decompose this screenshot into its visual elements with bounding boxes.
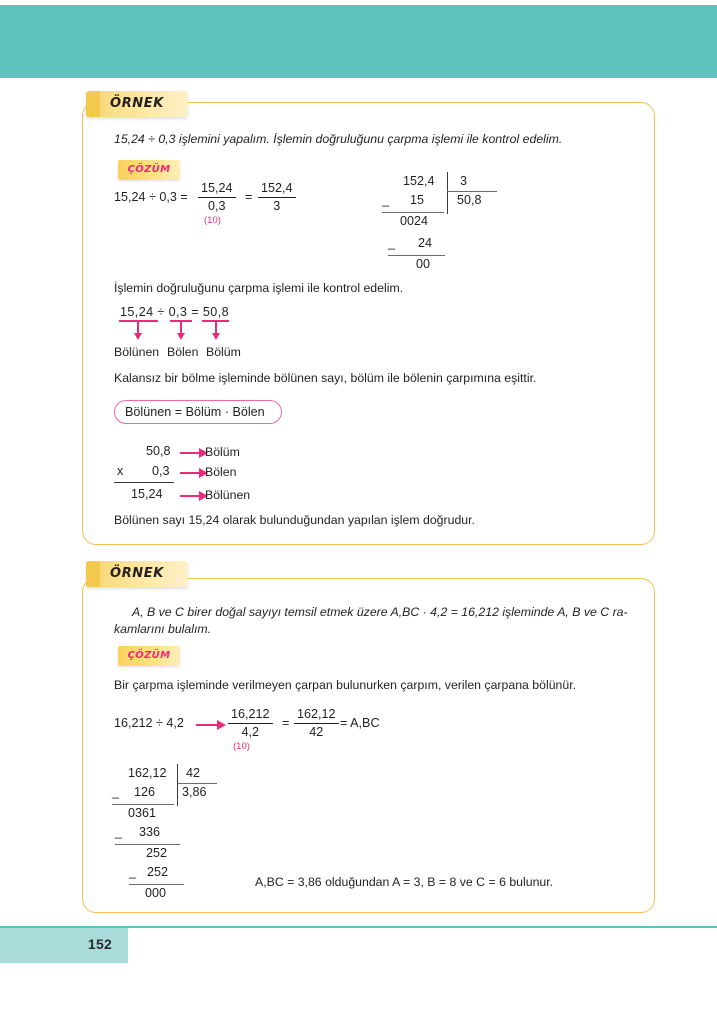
example2-equals-1: = bbox=[282, 716, 290, 730]
example1-check-text: İşlemin doğruluğunu çarpma işlemi ile kontrol edelim. bbox=[114, 281, 404, 295]
label-dividend: Bölünen bbox=[114, 345, 160, 359]
cozum-badge-2 bbox=[118, 646, 180, 666]
mult-product-label: Bölünen bbox=[205, 488, 251, 502]
arrow-down-dividend bbox=[137, 322, 139, 334]
example1-frac2-numerator: 152,4 bbox=[261, 181, 293, 195]
example2-conclusion: A,BC = 3,86 olduğundan A = 3, B = 8 ve C = 6 bulunur. bbox=[255, 875, 554, 889]
mult-product: 15,24 bbox=[131, 487, 163, 501]
example1-labelled-equation: 15,24 ÷ 0,3 = 50,8 bbox=[120, 305, 229, 319]
mult-operand-1: 50,8 bbox=[146, 444, 171, 458]
label-quotient: Bölüm bbox=[206, 345, 241, 359]
ornek-tab-1 bbox=[86, 91, 188, 117]
example1-conclusion: Bölünen sayı 15,24 olarak bulunduğundan yapılan işlem doğrudur. bbox=[114, 513, 475, 527]
cozum-label-2: ÇÖZÜM bbox=[127, 650, 171, 661]
mult-operand-2-label: Bölen bbox=[205, 465, 237, 479]
example2-fraction-2 bbox=[294, 707, 339, 740]
fraction-bar bbox=[228, 723, 273, 724]
ld1-step2: 0024 bbox=[400, 214, 429, 228]
example2-multiplier-note: (10) bbox=[233, 741, 250, 752]
example2-equals-2: = A,BC bbox=[340, 716, 380, 730]
ld2-divider-vertical bbox=[177, 764, 178, 806]
arrow-right-implies bbox=[196, 724, 218, 726]
ld2-step3: 336 bbox=[139, 825, 161, 839]
ld1-step1-minus: _ bbox=[382, 193, 390, 207]
ld2-divisor: 42 bbox=[186, 766, 201, 780]
example1-formula-text: Bölünen = Bölüm · Bölen bbox=[125, 405, 265, 419]
example1-long-division bbox=[382, 174, 505, 274]
fraction-bar bbox=[294, 723, 339, 724]
page-header-band bbox=[0, 5, 717, 78]
example2-question-line2: kamlarını bulalım. bbox=[114, 622, 212, 636]
mult-operator: x bbox=[117, 464, 124, 478]
ld1-divider-vertical bbox=[447, 172, 448, 214]
example2-intro: Bir çarpma işleminde verilmeyen çarpan bulunurken çarpım, verilen çarpana bölünür. bbox=[114, 678, 577, 692]
fraction-bar bbox=[198, 197, 236, 198]
example1-equals-sign: = bbox=[245, 190, 253, 204]
ornek-tab-label-1: ÖRNEK bbox=[110, 96, 164, 111]
ld2-step4: 252 bbox=[146, 846, 168, 860]
example1-frac1-numerator: 15,24 bbox=[201, 181, 233, 195]
ld1-dividend: 152,4 bbox=[403, 174, 435, 188]
mult-operand-2: 0,3 bbox=[152, 464, 170, 478]
cozum-label-1: ÇÖZÜM bbox=[127, 164, 171, 175]
ld1-divisor: 3 bbox=[460, 174, 468, 188]
mult-operand-1-label: Bölüm bbox=[205, 445, 240, 459]
ornek-tab-2 bbox=[86, 561, 188, 587]
arrow-right-quotient bbox=[180, 452, 200, 454]
ld2-step5-minus: _ bbox=[129, 865, 137, 879]
ld2-step5: 252 bbox=[147, 865, 169, 879]
example2-equation-lhs: 16,212 ÷ 4,2 bbox=[114, 716, 184, 730]
example1-formula-box bbox=[114, 400, 282, 424]
example1-fraction-1 bbox=[198, 181, 236, 214]
multiplication-rule-line bbox=[114, 482, 174, 483]
example1-fraction-2 bbox=[258, 181, 296, 214]
example1-question: 15,24 ÷ 0,3 işlemini yapalım. İşlemin doğruluğunu çarpma işlemi ile kontrol edelim. bbox=[114, 132, 563, 146]
example1-frac1-denominator: 0,3 bbox=[208, 199, 226, 214]
example1-rule-text: Kalansız bir bölme işleminde bölünen sayı, bölüm ile bölenin çarpımına eşittir. bbox=[114, 371, 537, 385]
example1-equation-lhs: 15,24 ÷ 0,3 = bbox=[114, 190, 188, 204]
ld1-step1: 15 bbox=[410, 193, 425, 207]
example2-frac2-denominator: 42 bbox=[309, 725, 324, 740]
label-divisor: Bölen bbox=[167, 345, 199, 359]
example2-frac1-denominator: 4,2 bbox=[241, 725, 260, 740]
example2-long-division bbox=[112, 766, 260, 900]
ld2-quotient: 3,86 bbox=[182, 785, 207, 799]
ld1-step3-minus: _ bbox=[388, 236, 396, 250]
ld1-step3: 24 bbox=[418, 236, 433, 250]
cozum-badge-1 bbox=[118, 160, 180, 180]
ld2-step1-minus: _ bbox=[112, 785, 120, 799]
ornek-tab-label-2: ÖRNEK bbox=[110, 566, 164, 581]
ld2-step3-minus: _ bbox=[115, 825, 123, 839]
arrow-right-dividend bbox=[180, 495, 200, 497]
ld2-remainder: 000 bbox=[145, 886, 167, 900]
example2-fraction-1 bbox=[228, 707, 273, 740]
arrow-down-quotient bbox=[215, 322, 217, 334]
example2-frac1-numerator: 16,212 bbox=[231, 707, 270, 721]
arrow-down-divisor bbox=[180, 322, 182, 334]
example2-frac2-numerator: 162,12 bbox=[297, 707, 336, 721]
example1-multiplier-note: (10) bbox=[204, 215, 221, 226]
page-number: 152 bbox=[87, 936, 113, 952]
ld1-remainder: 00 bbox=[416, 257, 431, 271]
arrow-right-divisor bbox=[180, 472, 200, 474]
example1-frac2-denominator: 3 bbox=[273, 199, 281, 214]
fraction-bar bbox=[258, 197, 296, 198]
ld1-quotient: 50,8 bbox=[457, 193, 482, 207]
ld2-step1: 126 bbox=[134, 785, 156, 799]
example2-question-line1: A, B ve C birer doğal sayıyı temsil etmek üzere A,BC · 4,2 = 16,212 işleminde A, B ve C ra- bbox=[132, 605, 628, 619]
ld2-step2: 0361 bbox=[128, 806, 157, 820]
ld2-dividend: 162,12 bbox=[128, 766, 167, 780]
